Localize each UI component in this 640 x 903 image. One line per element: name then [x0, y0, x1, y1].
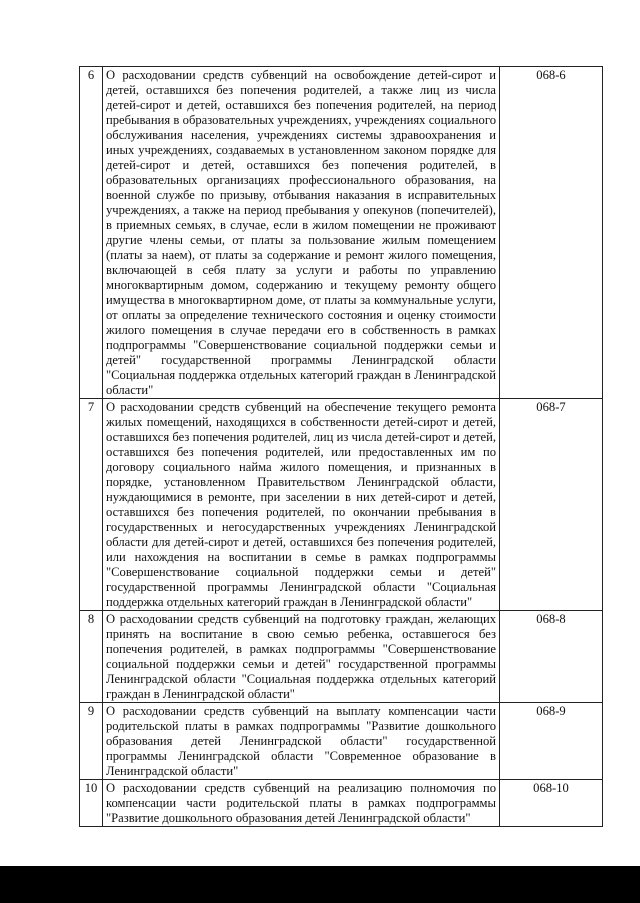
form-code: 068-8: [500, 611, 603, 703]
scan-border-bar: [0, 866, 640, 903]
row-number: 10: [80, 780, 103, 827]
table-row: [80, 703, 603, 780]
row-number: 6: [80, 67, 103, 399]
row-number: 8: [80, 611, 103, 703]
row-description: О расходовании средств субвенций на подготовку граждан, желающих принять на воспитание в свою семью ребенка, оставшегося без попечения родителей, в рамках подпрограммы "Совершенствование социальной поддержки семьи и детей" государственной программы Ленинградской области "Социальная поддержка отдельных категорий граждан в Ленинградской области": [103, 611, 500, 703]
table-row: [80, 67, 603, 399]
row-description: О расходовании средств субвенций на реализацию полномочия по компенсации части родительской платы в рамках подпрограммы "Развитие дошкольного образования детей Ленинградской области": [103, 780, 500, 827]
row-description: О расходовании средств субвенций на освобождение детей-сирот и детей, оставшихся без попечения родителей, а также лиц из числа детей-сирот и детей, оставшихся без попечения родителей, на период пребывания в образовательных учреждениях, учреждениях социального обслуживания населения, учреждениях системы здравоохранения и иных учреждениях, создаваемых в установленном законом порядке для детей-сирот и детей, оставшихся без попечения родителей, в образовательных организациях профессионального образования, на военной службе по призыву, отбывания наказания в исправительных учреждениях, а также на период пребывания у опекунов (попечителей), в приемных семьях, в случае, если в жилом помещении не проживают другие члены семьи, от платы за пользование жилым помещением (платы за наем), от платы за содержание и ремонт жилого помещения, включающей в себя плату за услуги и работы по управлению многоквартирным домом, содержанию и текущему ремонту общего имущества в многоквартирном доме, от платы за коммунальные услуги, от оплаты за определение технического состояния и оценку стоимости жилого помещения в случае передачи его в собственность в рамках подпрограммы "Совершенствование социальной поддержки семьи и детей" государственной программы Ленинградской области "Социальная поддержка отдельных категорий граждан в Ленинградской области": [103, 67, 500, 399]
row-number: 7: [80, 399, 103, 611]
form-code: 068-9: [500, 703, 603, 780]
subvention-report-table: [79, 66, 603, 827]
row-number: 9: [80, 703, 103, 780]
row-description: О расходовании средств субвенций на обеспечение текущего ремонта жилых помещений, находящихся в собственности детей-сирот и детей, оставшихся без попечения родителей, лиц из числа детей-сирот и детей, оставшихся без попечения родителей, или предоставленных им по договору социального найма жилого помещения, и признанных в порядке, установленном Правительством Ленинградской области, нуждающимися в ремонте, при заселении в них детей-сирот и детей, оставшихся без попечения родителей, по окончании пребывания в государственных и негосударственных учреждениях Ленинградской области для детей-сирот и детей, оставшихся без попечения родителей, или нахождения на воспитании в семье в рамках подпрограммы "Совершенствование социальной поддержки семьи и детей" государственной программы Ленинградской области "Социальная поддержка отдельных категорий граждан в Ленинградской области": [103, 399, 500, 611]
form-code: 068-7: [500, 399, 603, 611]
form-code: 068-10: [500, 780, 603, 827]
form-code: 068-6: [500, 67, 603, 399]
table-row: [80, 780, 603, 827]
row-description: О расходовании средств субвенций на выплату компенсации части родительской платы в рамках подпрограммы "Развитие дошкольного образования детей Ленинградской области" государственной программы Ленинградской области "Современное образование в Ленинградской области": [103, 703, 500, 780]
table-row: [80, 399, 603, 611]
table-row: [80, 611, 603, 703]
